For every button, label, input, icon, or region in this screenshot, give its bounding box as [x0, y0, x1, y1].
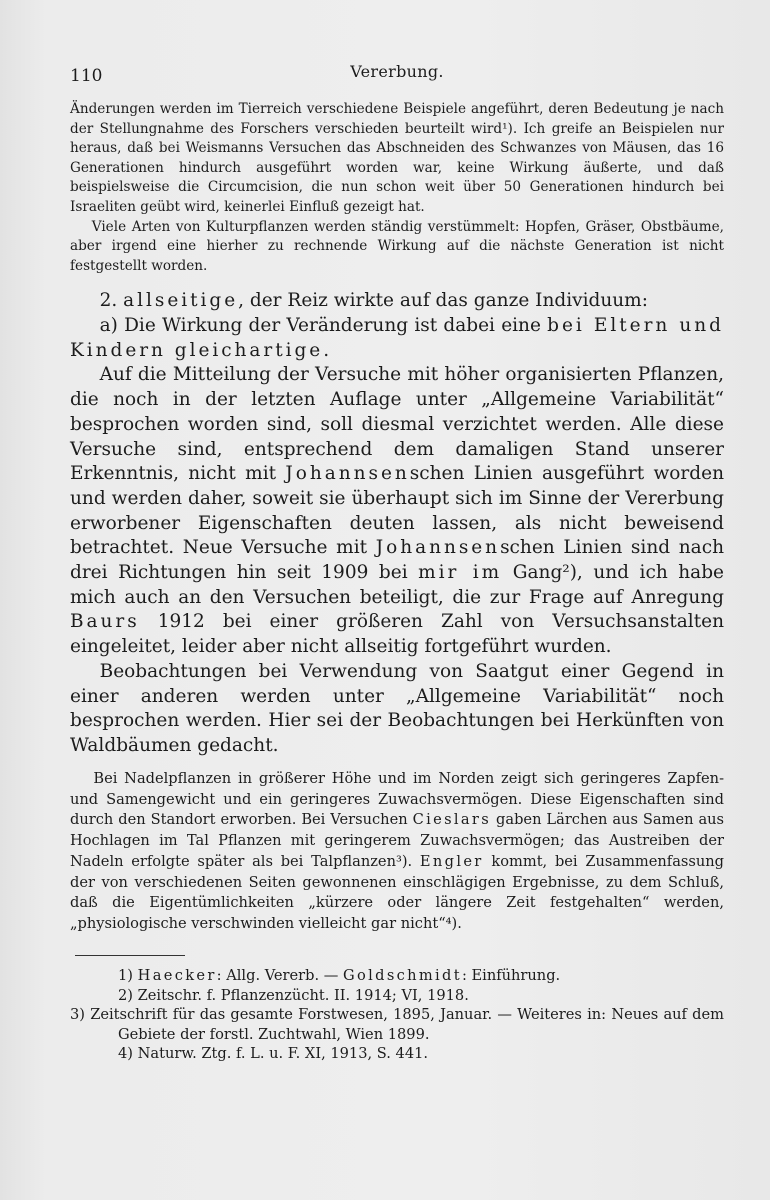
small-paragraph-2: Viele Arten von Kulturpflanzen werden ständig verstümmelt: Hopfen, Gräser, Obstbäume, aber irgend eine hierher zu rechnende Wirkung auf die nächste Generation ist nicht festgestellt worden. [70, 218, 724, 274]
footnote-text: : Einführung. [461, 967, 561, 985]
body-text: Auf die Mitteilung der Versuche mit höher organisierten Pflanzen, die noch in der letzten Auflage unter „Allgemeine Variabilität“ besprochen worden sind, soll diesmal verzichtet werden. Alle diese Versuche sind, entsprechend dem damaligen Stand unserer Erkenntnis, nicht mit [70, 364, 724, 485]
footnote-3 [70, 1005, 724, 1044]
body-text: schen Linien ausgeführt worden und werden daher, soweit sie überhaupt sich im Sinne der Vererbung erworbener Eigenschaften deuten lassen, als nicht beweisend betrachtet. Neue Versuche mit [70, 463, 724, 559]
footnote-text: : Allg. Vererb. — [216, 967, 339, 985]
footnote-text: Naturw. Ztg. f. L. u. F. XI, 1913, S. 441. [137, 1045, 429, 1063]
footnote-mark: 3) [70, 1006, 85, 1024]
footnote-2 [118, 986, 724, 1006]
running-title: Vererbung. [350, 62, 444, 81]
subheading-a [70, 314, 724, 363]
main-text [70, 289, 724, 758]
small-paragraph-1: Änderungen werden im Tierreich verschiedene Beispiele angeführt, deren Bedeutung je nach der Stellungnahme des Forschers verschieden beurteilt wird¹). Ich greife an Beispielen nur heraus, daß bei Weismanns Versuchen das Abschneiden des Schwanzes von Mäusen, das 16 Generationen hindurch ausgeführt worden war, keine Wirkung äußerte, und daß beispielsweise die Circumcision, die nun schon weit über 50 Generationen hindurch bei Israeliten geübt wird, keinerlei Einfluß gezeigt hat. [70, 101, 724, 215]
small-print-block-2 [70, 769, 724, 935]
author-name: Goldschmidt [343, 967, 462, 985]
author-name: Johannsen [375, 537, 501, 559]
author-name: Cieslars [412, 811, 492, 829]
heading-keyword: allseitige [123, 290, 239, 312]
small2-paragraph [70, 769, 724, 935]
body-text: Bei Nadelpflanzen in größerer Höhe und im Norden zeigt sich geringeres Zapfen- und Samengewicht und ein geringeres Zuwachsvermögen. Diese Eigenschaften sind durch den Standort erworben. Bei Versuchen [70, 769, 724, 829]
author-name: Baurs [70, 611, 140, 633]
page-number: 110 [70, 66, 103, 86]
section-heading [70, 289, 724, 314]
footnote-text: Zeitschrift für das gesamte Forstwesen, 1895, Januar. — Weiteres in: Neues auf dem Gebiete der forstl. Zuchtwahl, Wien 1899. [90, 1006, 724, 1043]
small-print-block [70, 100, 724, 276]
body-text: kommt, bei Zusammenfassung der von verschiedenen Seiten gewonnenen einschlägigen Ergebnisse, zu dem Schluß, daß die Eigentümlichkeiten „kürzere oder längere Zeit festgehalten“ werden, „physiologische verschwinden vielleicht gar nicht“⁴). [70, 852, 725, 933]
heading-rest: , der Reiz wirkte auf das ganze Individuum: [238, 290, 648, 312]
author-name: Haecker [137, 967, 217, 985]
footnote-text: Zeitschr. f. Pflanzenzücht. II. 1914; VI, 1918. [137, 986, 469, 1004]
body-paragraph-1 [70, 363, 724, 659]
body-text: Gang²), und ich habe mich auch an den Versuchen beteiligt, die zur Frage auf Anregung [70, 562, 724, 608]
body-text: gaben Lärchen aus Samen aus Hochlagen im Tal Pflanzen mit geringerem Zuwachsvermögen; das Austreiben der Nadeln erfolgte später als bei Talpflanzen³). [70, 811, 725, 870]
footnote-divider [75, 955, 185, 956]
subheading-a-spaced: bei Eltern und Kindern gleichartige. [70, 315, 724, 361]
subheading-a-text: a) Die Wirkung der Veränderung ist dabei eine [99, 315, 541, 337]
author-name: Engler [419, 852, 484, 870]
footnote-mark: 2) [118, 986, 133, 1004]
author-name: Johannsen [285, 463, 410, 485]
running-head [70, 60, 724, 96]
footnote-mark: 1) [118, 967, 133, 985]
footnote-1 [118, 966, 724, 986]
body-text: 1912 bei einer größeren Zahl von Versuchsanstalten eingeleitet, leider aber nicht allseitig fortgeführt wurden. [70, 611, 724, 658]
footnote-mark: 4) [118, 1045, 133, 1063]
body-text: schen Linien sind nach drei Richtungen hin seit 1909 bei [70, 537, 724, 584]
heading-number: 2. [99, 290, 118, 312]
emphasis-text: mir im [418, 562, 503, 584]
footnote-4 [118, 1044, 724, 1064]
body-paragraph-2: Beobachtungen bei Verwendung von Saatgut einer Gegend in einer anderen werden unter „Allgemeine Variabilität“ noch besprochen werden. Hier sei der Beobachtungen bei Herkünften von Waldbäumen gedacht. [70, 660, 724, 756]
footnotes [70, 966, 724, 1064]
